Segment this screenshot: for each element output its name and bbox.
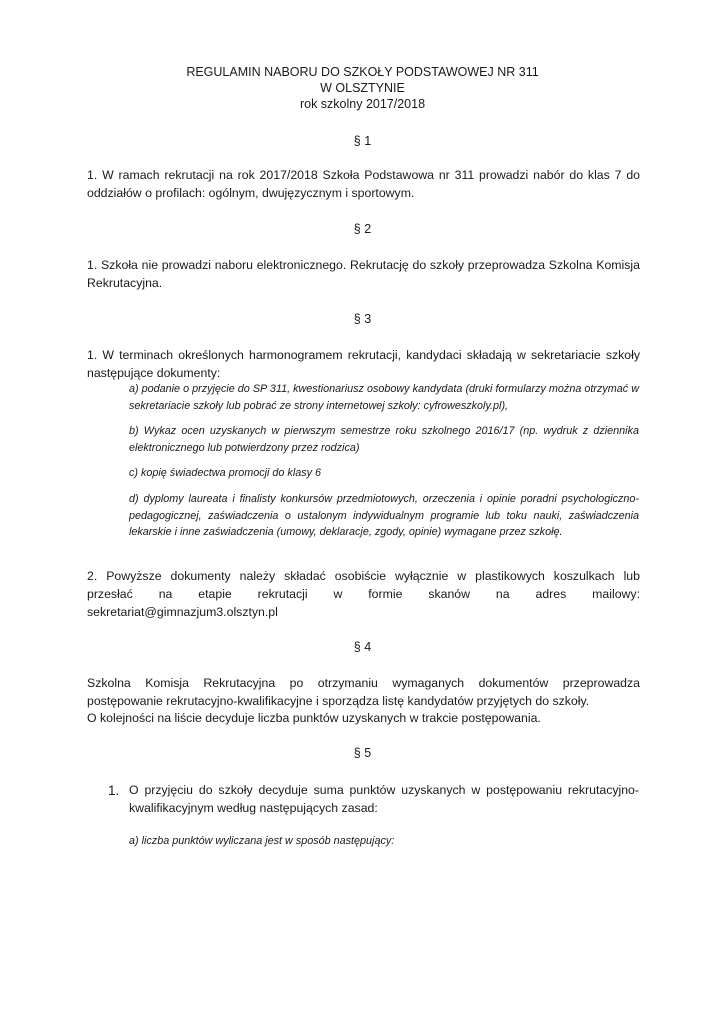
section-3-paragraph-1: 1. W terminach określonych harmonogramem rekrutacji, kandydaci składają w sekretariacie szkoły następujące dokumenty: <box>87 348 640 380</box>
section-3-heading: § 3 <box>353 312 372 326</box>
section-3-paragraph-2-line-2: przesłać na etapie rekrutacji w formie skanów na adres mailowy: <box>87 586 640 601</box>
section-3-item-a: a) podanie o przyjęcie do SP 311, kwestionariusz osobowy kandydata (druki formularzy można otrzymać w sekretariacie szkoły lub pobrać ze strony internetowej szkoły: cyfroweszkoly.pl), <box>129 383 639 412</box>
section-5-sub-a: a) liczba punktów wyliczana jest w sposób następujący: <box>129 835 395 847</box>
section-5-heading: § 5 <box>353 746 372 760</box>
section-3-item-d: d) dyplomy laureata i finalisty konkursów przedmiotowych, orzeczenia i opinie poradni psychologiczno-pedagogicznej, zaświadczenia o ustalonym indywidualnym programie lub toku nauki, zaświadczenia lekarskie i inne zaświadczenia (umowy, deklaracje, zgody, opinie) wymagane przez szkołę. <box>129 493 639 539</box>
title-line-3: rok szkolny 2017/2018 <box>299 97 426 111</box>
section-3-item-c: c) kopię świadectwa promocji do klasy 6 <box>129 467 322 479</box>
section-3-paragraph-2 <box>87 568 640 621</box>
section-1-heading: § 1 <box>353 134 372 148</box>
title-line-2: W OLSZTYNIE <box>320 81 405 95</box>
section-3-paragraph-2-line-1: 2. Powyższe dokumenty należy składać osobiście wyłącznie w plastikowych koszulkach lub <box>87 569 640 583</box>
section-3-item-b: b) Wykaz ocen uzyskanych w pierwszym semestrze roku szkolnego 2016/17 (np. wydruk z dziennika elektronicznego lub potwierdzony przez rodzica) <box>129 425 639 454</box>
section-2-paragraph-1: 1. Szkoła nie prowadzi naboru elektronicznego. Rekrutację do szkoły przeprowadza Szkolna Komisja Rekrutacyjna. <box>87 258 640 290</box>
section-2-heading: § 2 <box>353 222 372 236</box>
section-5-item-1-number: 1. <box>108 783 120 798</box>
section-4-paragraph-2: O kolejności na liście decyduje liczba punktów uzyskanych w trakcie postępowania. <box>87 711 541 725</box>
section-4-heading: § 4 <box>353 640 372 654</box>
section-5-item-1 <box>108 782 639 818</box>
section-5-item-1-text: O przyjęciu do szkoły decyduje suma punktów uzyskanych w postępowaniu rekrutacyjno-kwalifikacyjnym według następujących zasad: <box>129 783 639 815</box>
section-1-paragraph-1: 1. W ramach rekrutacji na rok 2017/2018 Szkoła Podstawowa nr 311 prowadzi nabór do klas 7 do oddziałów o profilach: ogólnym, dwujęzycznym i sportowym. <box>87 168 640 200</box>
email-address: sekretariat@gimnazjum3.olsztyn.pl <box>87 604 278 619</box>
section-4-paragraph-1: Szkolna Komisja Rekrutacyjna po otrzymaniu wymaganych dokumentów przeprowadza postępowanie rekrutacyjno-kwalifikacyjne i sporządza listę kandydatów przyjętych do szkoły. <box>87 676 640 708</box>
document-title <box>0 64 725 112</box>
title-line-1: REGULAMIN NABORU DO SZKOŁY PODSTAWOWEJ NR 311 <box>186 65 539 79</box>
